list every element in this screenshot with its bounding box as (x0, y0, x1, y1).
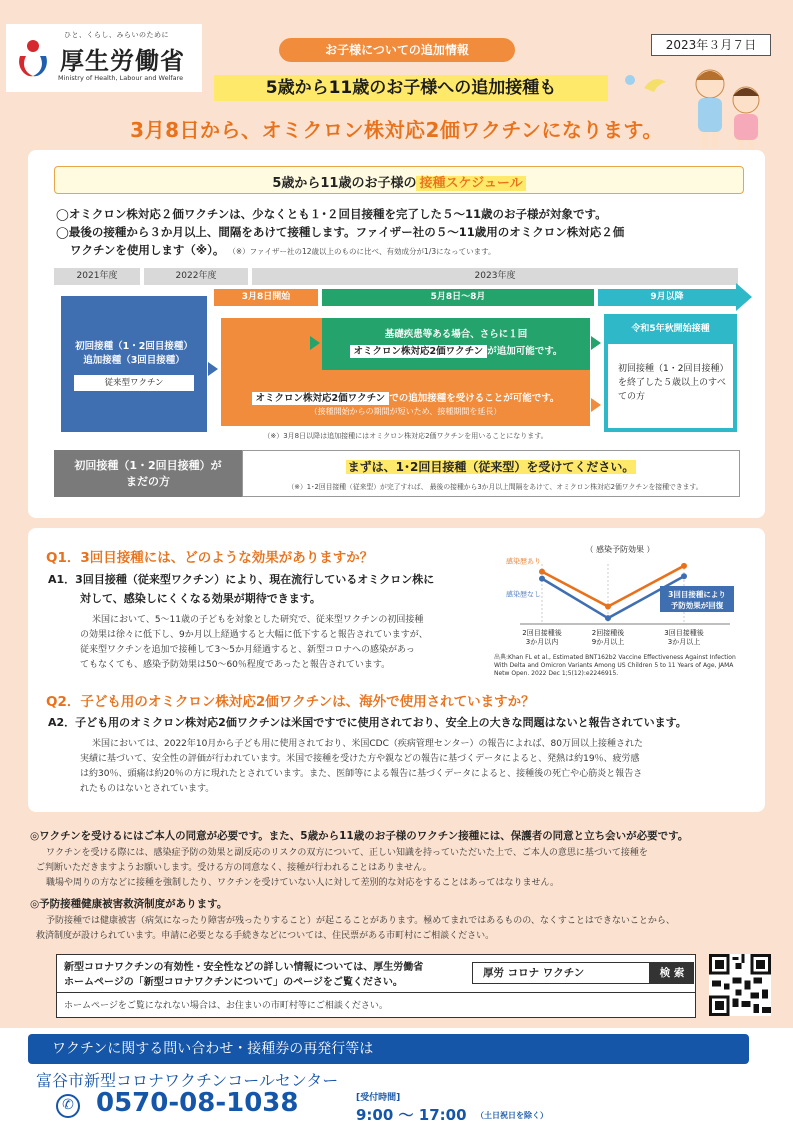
schedule-title-highlight: 接種スケジュール (416, 176, 525, 191)
logo-english: Ministry of Health, Labour and Welfare (58, 74, 184, 82)
info-divider (56, 992, 696, 993)
chart-annotation-text: 3回目接種により (668, 590, 726, 599)
qr-code-icon[interactable] (709, 954, 771, 1016)
schedule-bullet-1: ◯オミクロン株対応２価ワクチンは、少なくとも１･２回目接種を完了した５～11歳のお子様が対象です。 (56, 207, 607, 221)
answer-1-body-2: の効果は徐々に低下し、9か月以上経過すると大幅に低下すると報告されていますが、 (80, 630, 428, 640)
not-yet-tab-line-2: まだの方 (126, 475, 170, 488)
schedule-title (54, 172, 744, 191)
extra-dose-vaccine-tag: オミクロン株対応2価ワクチン (350, 345, 488, 358)
info-line-1: 新型コロナワクチンの有効性・安全性などの詳しい情報については、厚生労働省 (64, 962, 424, 973)
question-1: Q1．3回目接種には、どのような効果がありますか？ (46, 550, 374, 566)
chart-annotation-text: 予防効果が回復 (670, 601, 724, 610)
date: 2023年３月７日 (651, 34, 771, 56)
search-input[interactable]: 厚労 コロナ ワクチン (472, 962, 650, 984)
answer-1-body-1: 米国において、5～11歳の子どもを対象とした研究で、従来型ワクチンの初回接種 (92, 615, 424, 625)
booster-vaccine-tag: オミクロン株対応2価ワクチン (252, 392, 390, 405)
relief-body-2: 救済制度が設けられています。申請に必要となる手続きなどについては、住民票がある市町村にご相談ください。 (36, 931, 495, 941)
booster-line-1 (221, 390, 590, 404)
answer-1-body-3: 従来型ワクチンを追加で接種して3～5か月経過すると、新型コロナへの感染があっ (80, 645, 415, 655)
year-2022: 2022年度 (144, 268, 248, 285)
chart-tick-label: 2回接種後 (591, 629, 625, 637)
not-yet-main-text: まずは、1･2回目接種（従来型）を受けてください。 (347, 460, 635, 474)
question-2: Q2．子ども用のオミクロン株対応2価ワクチンは、海外で使用されていますか？ (46, 694, 535, 710)
consent-body-2: ご判断いただきますようお願いします。受ける方の同意なく、接種が行われることはありません。 (36, 863, 432, 873)
answer-2-body-2: 実績に基づいて、安全性の評価が行われています。米国で接種を受けた方や親などの報告に基づくデータによると、発熱は約19％、疲労感 (80, 754, 640, 764)
citation: 出典:Khan FL et al., Estimated BNT162b2 Vaccine Effectiveness Against Infection With Delta and Omicron Variants Among US Children 5 to 11 Years of Age, JAMA Netw Open. 2022 Dec 1;5(12):e2246915. (494, 654, 736, 677)
info-line-2: ホームページの「新型コロナワクチンについて」のページをご覧ください。 (64, 977, 403, 988)
answer-2-body-4: れたものはないとされています。 (80, 784, 215, 794)
box-initial-line-1: 初回接種（1・2回目接種） (75, 341, 193, 352)
chart-legend-label: 感染歴なし (506, 590, 541, 599)
logo (6, 24, 202, 92)
chart-point (539, 576, 545, 582)
booster-suffix: での追加接種を受けることが可能です。 (389, 393, 560, 404)
conventional-vaccine-tag: 従来型ワクチン (74, 375, 194, 391)
info-line-3: ホームページをご覧になれない場合は、お住まいの市町村等にご相談ください。 (64, 1001, 388, 1011)
schedule-bullet-2: ◯最後の接種から３か月以上、間隔をあけて接種します。ファイザー社の５～11歳用のオミクロン株対応２価 (56, 225, 625, 239)
chart-legend-label: 感染歴あり (506, 557, 541, 566)
chart-tick-label: 3か月以上 (667, 638, 701, 646)
timeline-arrow-icon (736, 283, 752, 311)
schedule-bullet-3-text: ワクチンを使用します（※）。 (70, 243, 225, 257)
box-initial-text (61, 340, 207, 368)
autumn-vaccination-body: 初回接種（1・2回目接種）を終了した５歳以上のすべての方 (618, 364, 726, 402)
not-yet-main (242, 458, 740, 475)
hours-label: [受付時間] (356, 1093, 401, 1103)
headline-1: 5歳から11歳のお子様への追加接種も (214, 75, 608, 101)
info-pill: お子様についての追加情報 (279, 38, 515, 62)
arrow-right-icon (310, 336, 320, 350)
schedule-bullet-3 (70, 242, 496, 258)
phone-icon: ✆ (56, 1094, 80, 1118)
mhlw-logo-icon (14, 38, 52, 78)
consent-heading: ◎ワクチンを受けるにはご本人の同意が必要です。また、5歳から11歳のお子様のワクチン接種には、保護者の同意と立ち会いが必要です。 (30, 830, 689, 842)
autumn-vaccination-head: 令和5年秋開始接種 (604, 314, 737, 344)
chart-point (605, 615, 611, 621)
children-illustration-icon (620, 64, 780, 154)
chart-title: （ 感染予防効果 ） (585, 545, 655, 554)
not-yet-vaccinated-tab (54, 450, 242, 497)
phase-mar8: 3月8日開始 (214, 289, 318, 306)
phase-sep: 9月以降 (598, 289, 736, 306)
box-initial-line-2: 追加接種（3回目接種） (83, 355, 185, 366)
not-yet-tab-line-1: 初回接種（1・2回目接種）が (74, 459, 222, 472)
not-yet-note: （※）1･2回目接種（従来型）が完了すれば、 最後の接種から3か月以上間隔をあけて、オミクロン株対応2価ワクチンを接種できます。 (287, 483, 703, 491)
consent-body-3: 職場や周りの方などに接種を強制したり、ワクチンを受けていない人に対して差別的な対応をすることはあってはなりません。 (46, 878, 560, 888)
chart-point (681, 573, 687, 579)
answer-2-body-3: は約30％、頭痛は約20％の方に現れたとされています。また、医師等による報告に基づくデータによると、接種後の死亡や心筋炎と報告さ (80, 769, 643, 779)
year-2023: 2023年度 (252, 268, 738, 285)
answer-1-line-2: 対して、感染しにくくなる効果が期待できます。 (80, 592, 321, 605)
chart-tick-label: 9か月以上 (591, 638, 625, 646)
contact-bar: ワクチンに関する問い合わせ・接種券の再発行等は (28, 1034, 749, 1064)
booster-note: （接種開始からの期間が短いため、接種期間を延長） (309, 407, 502, 416)
phone-number[interactable]: 0570-08-1038 (96, 1088, 299, 1118)
chart-tick-label: 3か月以内 (525, 638, 559, 646)
relief-body-1: 予防接種では健康被害（病気になったり障害が残ったりすること）が起こることがあります。極めてまれではあるものの、なくすことはできないことから、 (46, 916, 675, 926)
arrow-right-icon (591, 398, 601, 412)
consent-body-1: ワクチンを受ける際には、感染症予防の効果と副反応のリスクの双方について、正しい知識を持っていただいた上で、ご本人の意思に基づいて接種を (46, 848, 648, 858)
chart-point (605, 604, 611, 610)
answer-1-line-1: A1．3回目接種（従来型ワクチン）により、現在流行しているオミクロン株に (48, 573, 435, 586)
search-button[interactable]: 検 索 (650, 962, 694, 984)
arrow-right-icon (208, 362, 218, 376)
logo-tagline: ひと、くらし、みらいのために (64, 31, 169, 39)
hours: 9:00 ～ 17:00 (356, 1106, 467, 1123)
arrow-right-icon (591, 336, 601, 350)
relief-heading: ◎予防接種健康被害救済制度があります。 (30, 898, 228, 910)
answer-2-body-1: 米国においては、2022年10月から子ども用に使用されており、米国CDC（疾病管理センター）の報告によれば、80万回以上接種された (92, 739, 643, 749)
chart-tick-label: 2回目接種後 (522, 629, 562, 637)
schedule-bullet-3-note: （※）ファイザー社の12歳以上のものに比べ、有効成分が1/3になっています。 (228, 247, 496, 256)
chart-tick-label: 3回目接種後 (664, 629, 704, 637)
answer-2: A2．子ども用のオミクロン株対応2価ワクチンは米国ですでに使用されており、安全上の大きな問題はないと報告されています。 (48, 716, 687, 729)
phase-may-aug: 5月8日～8月 (322, 289, 594, 306)
hours-note: （土日祝日を除く） (476, 1111, 548, 1120)
schedule-title-prefix: 5歳から11歳のお子様の (272, 176, 417, 191)
year-2021: 2021年度 (54, 268, 140, 285)
logo-name: 厚生労働省 (60, 47, 185, 75)
mar8-note: （※）3月8日以降は追加接種にはオミクロン株対応2価ワクチンを用いることになります。 (263, 432, 548, 440)
answer-1-body-4: てもなくても、感染予防効果は50～60％程度であったと報告されています。 (80, 660, 391, 670)
headline-2: 3月8日から、オミクロン株対応2価ワクチンになります。 (130, 118, 663, 142)
extra-dose-suffix: が追加可能です。 (487, 346, 563, 357)
info-text (64, 960, 464, 990)
extra-dose-line-1: 基礎疾患等ある場合、さらに１回 (384, 329, 528, 340)
chart-point (681, 563, 687, 569)
chart-point (539, 569, 545, 575)
extra-dose-line-2 (322, 343, 590, 357)
call-center-name: 富谷市新型コロナワクチンコールセンター (36, 1071, 339, 1090)
infection-prevention-chart (500, 540, 740, 650)
